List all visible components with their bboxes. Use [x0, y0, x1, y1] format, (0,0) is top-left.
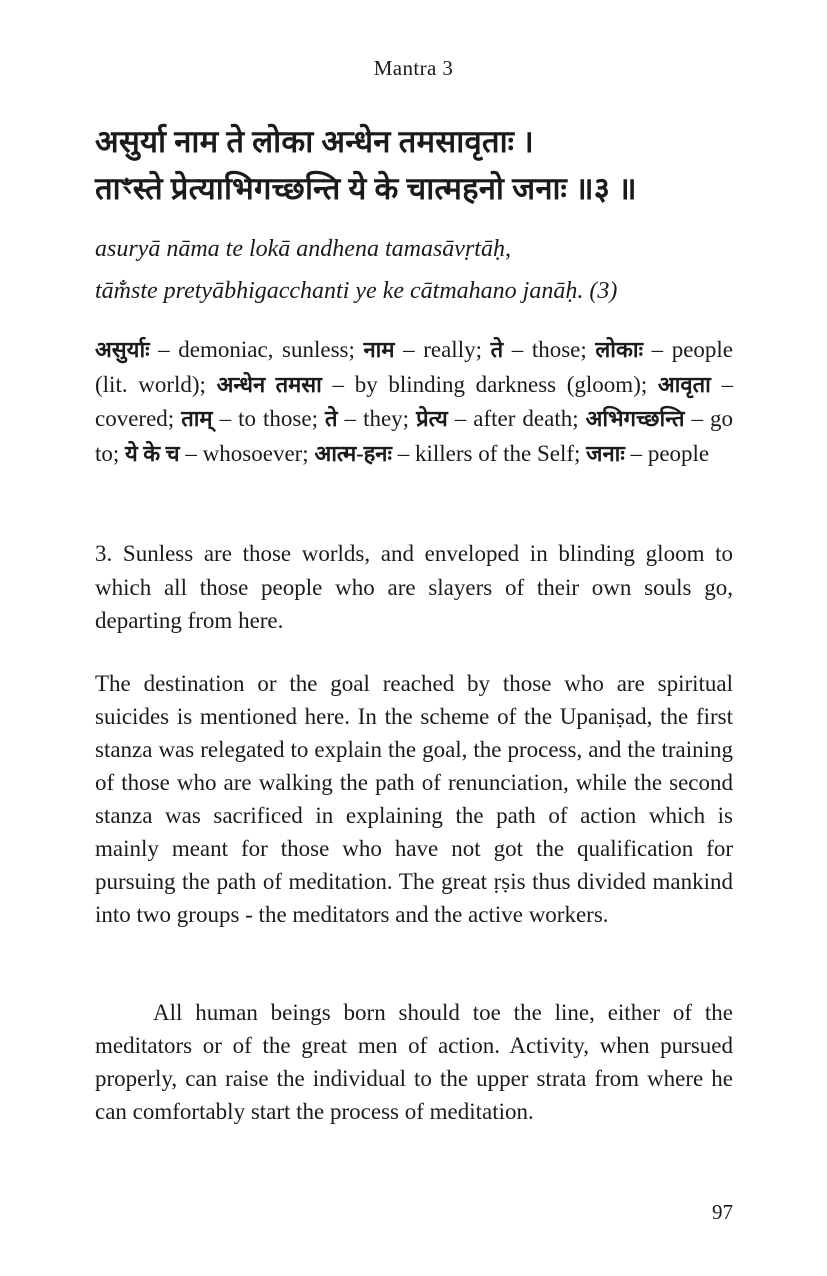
sanskrit-term: जनाः: [586, 440, 625, 466]
term-meaning: really;: [423, 337, 491, 362]
term-separator: –: [212, 406, 239, 431]
term-separator: –: [447, 406, 474, 431]
sanskrit-verse-line-1: असुर्या नाम ते लोका अन्धेन तमसावृताः ।: [95, 124, 534, 159]
term-separator: –: [624, 440, 648, 466]
term-meaning: go to;: [95, 406, 734, 466]
term-meaning: covered;: [95, 406, 182, 431]
commentary-paragraph-1: The destination or the goal reached by those who are spiritual suicides is mentioned here. In the scheme of the Upaniṣad, the first stanza was relegated to explain the goal, the process, and the training of those who are walking the path of renunciation, while the second stanza was sacrificed in explaining the path of action which is mainly meant for those who have not got the qualification for pursuing the path of meditation. The great ṛṣis thus divided mankind into two groups - the meditators and the active workers.: [95, 671, 733, 927]
sanskrit-term: ताम्: [181, 406, 213, 431]
page-number: 97: [712, 1200, 733, 1224]
term-separator: –: [684, 406, 711, 431]
term-separator: –: [321, 371, 355, 397]
sanskrit-verse: [95, 118, 733, 212]
sanskrit-term: प्रेत्य: [416, 406, 448, 431]
term-separator: –: [643, 337, 672, 362]
term-meaning: whosoever;: [202, 440, 315, 466]
sanskrit-term: अभिगच्छन्ति: [585, 406, 685, 431]
term-separator: –: [179, 440, 203, 466]
sanskrit-verse-line-2: ताꣳस्ते प्रेत्याभिगच्छन्ति ये के चात्महनो जनाः ॥३ ॥: [95, 171, 637, 206]
term-meaning: people (lit. world);: [95, 337, 734, 397]
verse-translation: 3. Sunless are those worlds, and enveloped in blinding gloom to which all those people who are slayers of their own souls go, departing from here.: [95, 541, 733, 633]
sanskrit-term: अन्धेन तमसा: [216, 371, 322, 397]
term-meaning: to those;: [238, 406, 325, 431]
sanskrit-term: ते: [324, 406, 338, 431]
sanskrit-term: आत्म-हनः: [314, 440, 392, 466]
transliteration-line-2: tām̐ste pretyābhigacchanti ye ke cātmahano janāḥ. (3): [95, 278, 618, 304]
term-meaning: killers of the Self;: [414, 440, 587, 466]
term-separator: –: [710, 371, 734, 397]
sanskrit-term: असुर्याः: [95, 337, 150, 362]
term-meaning: demoniac, sunless;: [178, 337, 364, 362]
transliteration-line-1: asuryā nāma te lokā andhena tamasāvṛtāḥ,: [95, 236, 511, 262]
term-separator: –: [503, 337, 532, 362]
sanskrit-term: ते: [490, 337, 504, 362]
transliteration: [95, 228, 733, 312]
sanskrit-term: आवृता: [657, 371, 711, 397]
word-meanings: [95, 333, 733, 471]
sanskrit-term: लोकाः: [595, 337, 644, 362]
term-separator: –: [149, 337, 179, 362]
commentary-paragraph-2: All human beings born should toe the line, either of the meditators or of the great men of action. Activity, when pursued properly, can raise the individual to the upper strata from where he can comfortably start the process of meditation.: [95, 1000, 733, 1124]
term-meaning: those;: [531, 337, 596, 362]
term-separator: –: [394, 337, 424, 362]
term-meaning: after death;: [473, 406, 586, 431]
sanskrit-term: नाम: [363, 337, 395, 362]
running-header: Mantra 3: [373, 56, 454, 80]
term-meaning: people: [647, 440, 710, 466]
term-meaning: they;: [363, 406, 417, 431]
term-meaning: by blinding darkness (gloom);: [354, 371, 658, 397]
term-separator: –: [391, 440, 415, 466]
sanskrit-term: ये के च: [125, 440, 180, 466]
term-separator: –: [337, 406, 364, 431]
